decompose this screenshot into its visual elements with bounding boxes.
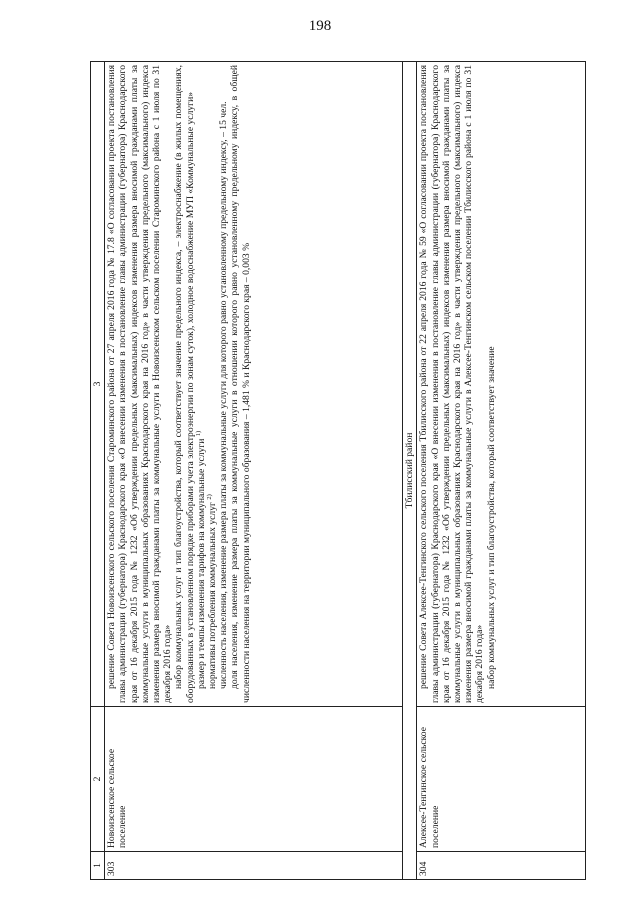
- norms-paragraph: [207, 65, 218, 703]
- tariffs-paragraph: [196, 65, 207, 703]
- decision-paragraph: решение Совета Новоизсенского сельского поселения Староминского района от 27 апреля 2016 года № 17.8 «О согласовании проекта постановления главы администрации (губернатора) Краснодарского края «О внесении изменения в постановление главы администрации (губернатора) Краснодарского края от 16 декабря 2015 года № 1232 «Об утверждении предельных (максимальных) индексов изменения размера вносимой гражданами платы за коммунальные услуги в муниципальных образованиях Краснодарского края на 2016 год» в части утверждения предельного (максимального) индекса изменения размера вносимой гражданами платы за коммунальные услуги в Новоизсенском сельском поселении Староминского района с 1 июля по 31 декабря 2016 года»: [106, 65, 174, 703]
- settlement-name: Новоизсенское сельское поселение: [105, 707, 403, 852]
- data-table: [90, 61, 586, 880]
- services-paragraph: набор коммунальных услуг и тип благоустройства, который соответствует значение: [485, 346, 497, 689]
- services-paragraph: набор коммунальных услуг и тип благоустройства, который соответствует значение предельного индекса, – электроснабжение (в жилых помещениях, оборудованных в установленном порядке приборами учета электроэнергии по зонам суток), холодное водоснабжение МУП «Коммунальные услуги»: [173, 65, 196, 703]
- row-content: [105, 62, 403, 707]
- row-content: [417, 62, 586, 707]
- decision-paragraph: решение Совета Алексее-Тенгинского сельского поселения Тбилисского района от 22 апреля 2016 года № 59 «О согласовании проекта постановления главы администрации (губернатора) Краснодарского края «О внесении изменения в постановление главы администрации (губернатора) Краснодарского края от 16 декабря 2015 года № 1232 «Об утверждении предельных (максимальных) индексов изменения размера вносимой гражданами платы за коммунальные услуги в муниципальных образованиях Краснодарского края на 2016 год» в части утверждения предельного (максимального) индекса изменения размера вносимой гражданами платы за коммунальные услуги в Алексее-Тенгинском сельском поселении Тбилисского района с 1 июля по 31 декабря 2016 года»: [418, 65, 486, 703]
- table-header-row: [91, 62, 105, 880]
- region-label: Тбилисский район: [403, 62, 417, 880]
- header-col-2: 2: [91, 707, 105, 852]
- footnote-2: 2): [205, 494, 213, 500]
- footnote-1: 1): [194, 430, 202, 437]
- table-row: [417, 62, 586, 880]
- region-row: [403, 62, 417, 880]
- header-col-3: 3: [91, 62, 105, 707]
- row-number: 304: [417, 852, 586, 880]
- tariffs-text: размер и темпы изменения тарифов на коммунальные услуги: [195, 438, 207, 689]
- page-number: 198: [308, 18, 332, 34]
- settlement-name: Алексее-Тенгинское сельское поселение: [417, 707, 586, 852]
- population-paragraph: численность населения, изменение размера платы за коммунальные услуги для которого равно установленному предельному индексу, – 15 чел.: [218, 101, 230, 689]
- share-paragraph: доля населения, изменение размера платы за коммунальные услуги в отношении которого равно установленному предельному индексу, в общей численности населения на территории муниципального образования – 1,481 % и Краснодарского края – 0,003 %: [229, 65, 252, 703]
- norms-text: нормативы потребления коммунальных услуг: [207, 502, 219, 689]
- rotated-table-wrapper: [90, 62, 586, 880]
- row-number: 303: [105, 852, 403, 880]
- header-col-1: 1: [91, 852, 105, 880]
- table-row: [105, 62, 403, 880]
